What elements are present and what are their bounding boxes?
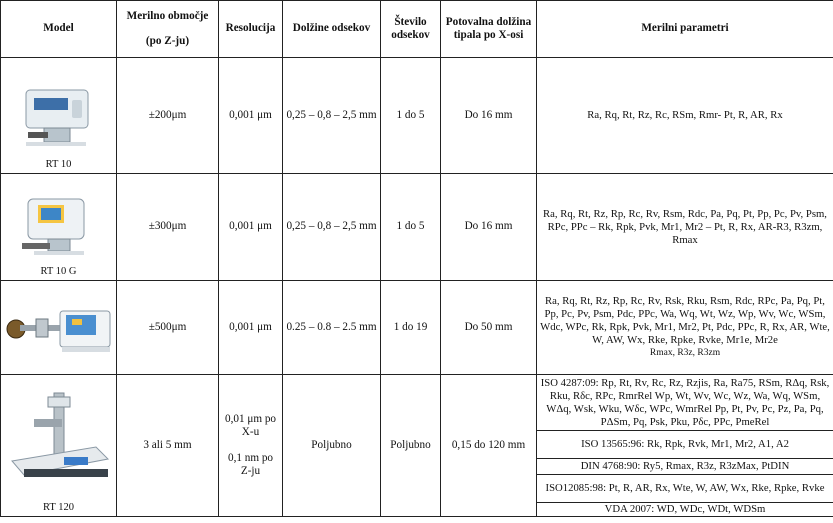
header-range-line2: (po Z-ju) <box>145 35 190 47</box>
params-iso12085: ISO12085:98: Pt, R, AR, Rx, Wte, W, AW, Wx, Rke, Rpke, Rvke <box>537 475 833 503</box>
count-cell: 1 do 5 <box>381 174 441 281</box>
range-cell: 3 ali 5 mm <box>117 375 219 517</box>
resolution-cell: 0,001 μm <box>219 281 283 375</box>
model-cell <box>1 281 117 375</box>
table-row <box>1 375 833 431</box>
travel-cell: Do 50 mm <box>441 281 537 375</box>
resolution-x: 0,01 μm po X-u <box>224 412 277 438</box>
header-travel: Potovalna dolžina tipala po X-osi <box>441 1 537 58</box>
model-name: RT 10 <box>45 158 72 170</box>
header-row <box>1 1 833 58</box>
rt10g-device-image <box>4 187 114 272</box>
probe-device-image <box>2 293 116 369</box>
model-cell <box>1 375 117 517</box>
params-cell: Ra, Rq, Rt, Rz, Rp, Rc, Rv, Rsm, Rdc, Pa, Pq, Pt, Pp, Pc, Pv, Psm, RPc, PPc – Rk, Rpk, Pvk, Mr1, Mr2 – Pt, R, Rx, AR-R3, R3zm, Rmax <box>537 174 833 281</box>
header-count: Število odsekov <box>381 1 441 58</box>
lengths-cell: 0,25 – 0,8 – 2,5 mm <box>283 174 381 281</box>
lengths-cell: 0,25 – 0,8 – 2,5 mm <box>283 58 381 174</box>
params-cell: Ra, Rq, Rt, Rz, Rc, RSm, Rmr- Pt, R, AR, Rx <box>537 58 833 174</box>
resolution-cell: 0,001 μm <box>219 174 283 281</box>
lengths-cell: Poljubno <box>283 375 381 517</box>
header-range-line1: Merilno območje <box>126 9 209 22</box>
header-resolution: Resolucija <box>219 1 283 58</box>
travel-cell: 0,15 do 120 mm <box>441 375 537 517</box>
params-text: Ra, Rq, Rt, Rz, Rp, Rc, Rv, Rsk, Rku, Rsm, Rdc, RPc, Pa, Pq, Pt, Pp, Pc, Pv, Psm, Pdc, PPc, Wa, Wq, Wt, Wz, Wp, Wv, Wc, WSm, Wdc, WPc, Rk, Rpk, Pvk, Mr1, Mr2, Pt, Pdc, PPc, R, Rx, AR, Wte, W, AW, Wx, Rke, Rpke, Rvke, Mr1e, Mr2e <box>540 295 830 346</box>
range-cell: ±500μm <box>117 281 219 375</box>
table-row <box>1 58 833 174</box>
model-cell <box>1 58 117 174</box>
params-din4768: DIN 4768:90: Ry5, Rmax, R3z, R3zMax, PtDIN <box>537 459 833 475</box>
count-cell: 1 do 19 <box>381 281 441 375</box>
params-tail: Rmax, R3z, R3zm <box>649 348 721 358</box>
header-range <box>117 1 219 58</box>
resolution-cell <box>219 375 283 517</box>
header-lengths: Dolžine odsekov <box>283 1 381 58</box>
range-cell: ±300μm <box>117 174 219 281</box>
resolution-cell: 0,001 μm <box>219 58 283 174</box>
table-row <box>1 174 833 281</box>
table-row <box>1 281 833 375</box>
params-iso13565: ISO 13565:96: Rk, Rpk, Rvk, Mr1, Mr2, A1, A2 <box>537 431 833 459</box>
params-vda2007: VDA 2007: WD, WDc, WDt, WDSm <box>537 503 833 517</box>
travel-cell: Do 16 mm <box>441 174 537 281</box>
header-model: Model <box>1 1 117 58</box>
travel-cell: Do 16 mm <box>441 58 537 174</box>
resolution-z: 0,1 nm po Z-ju <box>227 451 274 477</box>
count-cell: Poljubno <box>381 375 441 517</box>
params-cell <box>537 281 833 375</box>
model-cell <box>1 174 117 281</box>
rt10-device-image <box>4 70 114 165</box>
range-cell: ±200μm <box>117 58 219 174</box>
rt120-device-image <box>4 389 114 504</box>
params-iso4287: ISO 4287:09: Rp, Rt, Rv, Rc, Rz, Rzjis, Ra, Ra75, RSm, RΔq, Rsk, Rku, Rδc, RPc, RmrRel Wp, Wt, Wv, Wc, Wz, Wa, Wq, WSm, WΔq, Wsk, Wku, Wδc, WPc, WmrRel Pp, Pt, Pv, Pc, Pz, Pa, Pq, PΔSm, Pq, Psk, Pku, Pδc, PPc, PmeRel <box>537 375 833 431</box>
model-name: RT 10 G <box>40 265 77 277</box>
model-name: RT 120 <box>43 501 74 513</box>
lengths-cell: 0.25 – 0.8 – 2.5 mm <box>283 281 381 375</box>
count-cell: 1 do 5 <box>381 58 441 174</box>
header-params: Merilni parametri <box>537 1 833 58</box>
